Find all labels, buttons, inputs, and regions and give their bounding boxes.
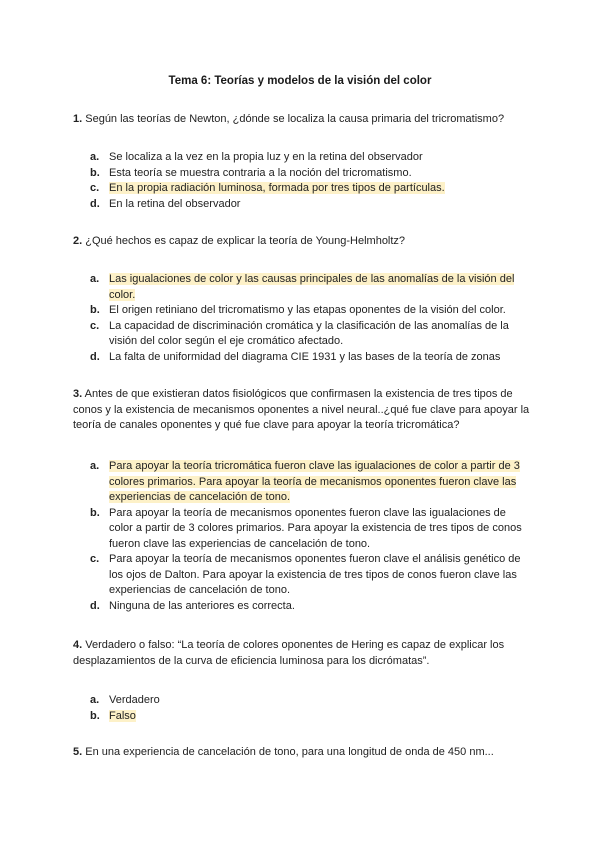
page-title: Tema 6: Teorías y modelos de la visión del color [168,75,432,87]
options-3 [90,459,530,614]
question-number: 3. [73,388,83,400]
option-2c[interactable]: c. La capacidad de discriminación cromática y la clasificación de las anomalías de la visión del color según el eje cromático afectado. [90,319,509,347]
option-1b[interactable]: b. Esta teoría se muestra contraria a la noción del tricromatismo. [90,166,412,179]
option-2b[interactable]: b. El origen retiniano del tricromatismo y las etapas oponentes de la visión del color. [90,304,506,316]
question-1 [73,112,533,128]
options-2 [90,272,530,365]
correct-answer-highlight: Para apoyar la teoría tricromática fueron clave las igualaciones de color a partir de 3 colores primarios. Para apoyar la teoría de mecanismos oponentes fueron clave las experiencias de cancelación de tono. [109,460,520,503]
option-4a[interactable]: a. Verdadero [90,694,160,706]
question-text: Antes de que existieran datos fisiológicos que confirmasen la existencia de tres tipos de conos y la existencia de mecanismos oponentes a nivel neural..¿qué fue clave para apoyar la teoría de canales oponentes y qué fue clave para apoyar la teoría tricromática? [73,388,530,431]
question-text: En una experiencia de cancelación de tono, para una longitud de onda de 450 nm... [82,746,494,758]
question-number: 5. [73,746,83,758]
options-1 [90,150,530,212]
correct-answer-highlight: Falso [109,709,136,722]
option-3a[interactable]: a. Para apoyar la teoría tricromática fueron clave las igualaciones de color a partir de 3 colores primarios. Para apoyar la teoría de mecanismos oponentes fueron clave las experiencias de cancelación de tono. [90,460,520,503]
option-1d[interactable]: d. En la retina del observador [90,197,241,210]
correct-answer-highlight: Las igualaciones de color y las causas principales de las anomalías de la visión del color. [109,273,515,301]
option-3b[interactable]: b. Para apoyar la teoría de mecanismos oponentes fueron clave las igualaciones de color a partir de 3 colores primarios. Para apoyar la existencia de tres tipos de conos fueron clave las experiencias de cancelación de tono. [90,506,522,550]
question-text: Según las teorías de Newton, ¿dónde se localiza la causa primaria del tricromatismo? [82,113,505,125]
option-2d[interactable]: d. La falta de uniformidad del diagrama CIE 1931 y las bases de la teoría de zonas [90,350,501,363]
question-3 [73,387,533,434]
question-4 [73,638,533,669]
question-2 [73,234,533,250]
option-1a[interactable]: a. Se localiza a la vez en la propia luz y en la retina del observador [90,151,423,163]
option-1c[interactable]: c. En la propia radiación luminosa, formada por tres tipos de partículas. [90,182,445,194]
question-number: 2. [73,235,83,247]
question-text: Verdadero o falso: “La teoría de colores oponentes de Hering es capaz de explicar los desplazamientos de la curva de eficiencia luminosa para los dicrómatas”. [73,639,505,667]
question-5 [73,745,533,761]
question-number: 4. [73,639,83,651]
options-4 [90,693,530,724]
option-2a[interactable]: a. Las igualaciones de color y las causas principales de las anomalías de la visión del color. [90,273,515,301]
question-number: 1. [73,113,83,125]
option-3c[interactable]: c. Para apoyar la teoría de mecanismos oponentes fueron clave el análisis genético de los ojos de Dalton. Para apoyar la existencia de tres tipos de conos fueron clave las experiencias de cancelación de tono. [90,553,521,596]
option-3d[interactable]: d. Ninguna de las anteriores es correcta. [90,599,295,612]
option-4b[interactable]: b. Falso [90,709,136,722]
correct-answer-highlight: En la propia radiación luminosa, formada por tres tipos de partículas. [109,182,445,194]
question-text: ¿Qué hechos es capaz de explicar la teoría de Young-Helmholtz? [82,235,406,247]
